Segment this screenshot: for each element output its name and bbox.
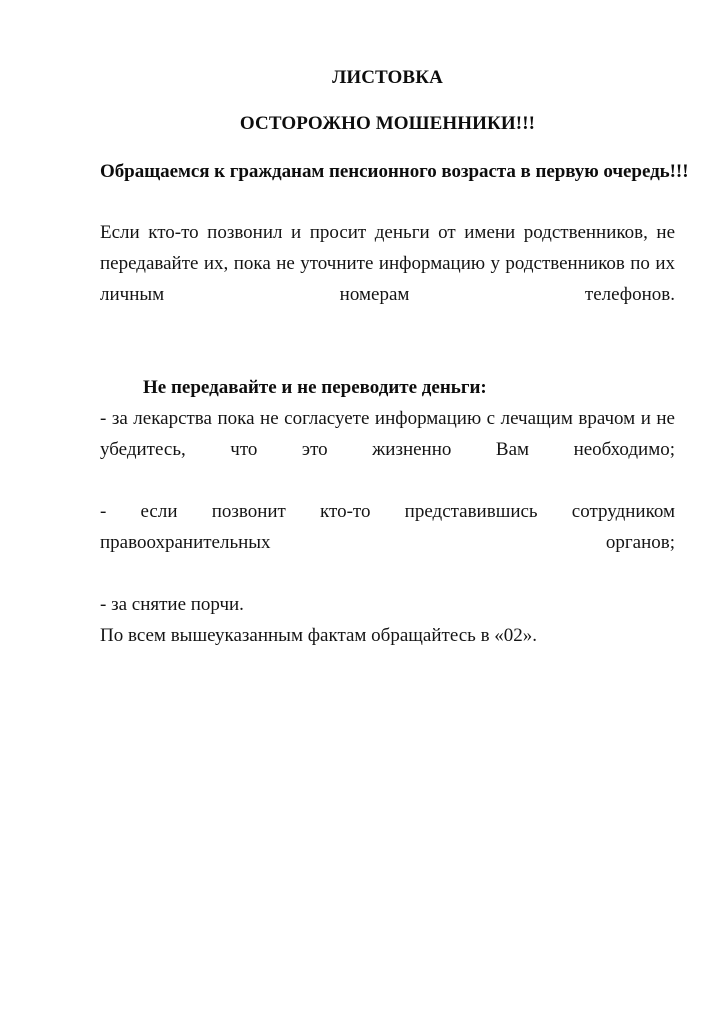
warning-item-medicine: - за лекарства пока не согласуете информацию с лечащим врачом и не убедитесь, что это жизненно Вам необходимо;: [100, 408, 675, 460]
warning-item-law-enforcement: - если позвонит кто-то представившись сотрудником правоохранительных органов;: [100, 501, 675, 553]
warning-subheading: Не передавайте и не переводите деньги:: [143, 377, 487, 398]
intro-paragraph: Если кто-то позвонил и просит деньги от имени родственников, не передавайте их, пока не уточните информацию у родственников по их личным номерам телефонов.: [100, 222, 675, 305]
alert-heading: ОСТОРОЖНО МОШЕННИКИ!!!: [239, 113, 536, 134]
document-content: [100, 0, 689, 651]
closing-line: По всем вышеуказанным фактам обращайтесь в «02».: [100, 625, 538, 646]
appeal-heading: Обращаемся к гражданам пенсионного возраста в первую очередь!!!: [100, 161, 689, 182]
warning-item-curse-removal: - за снятие порчи.: [100, 594, 244, 615]
page-title: ЛИСТОВКА: [332, 67, 443, 88]
